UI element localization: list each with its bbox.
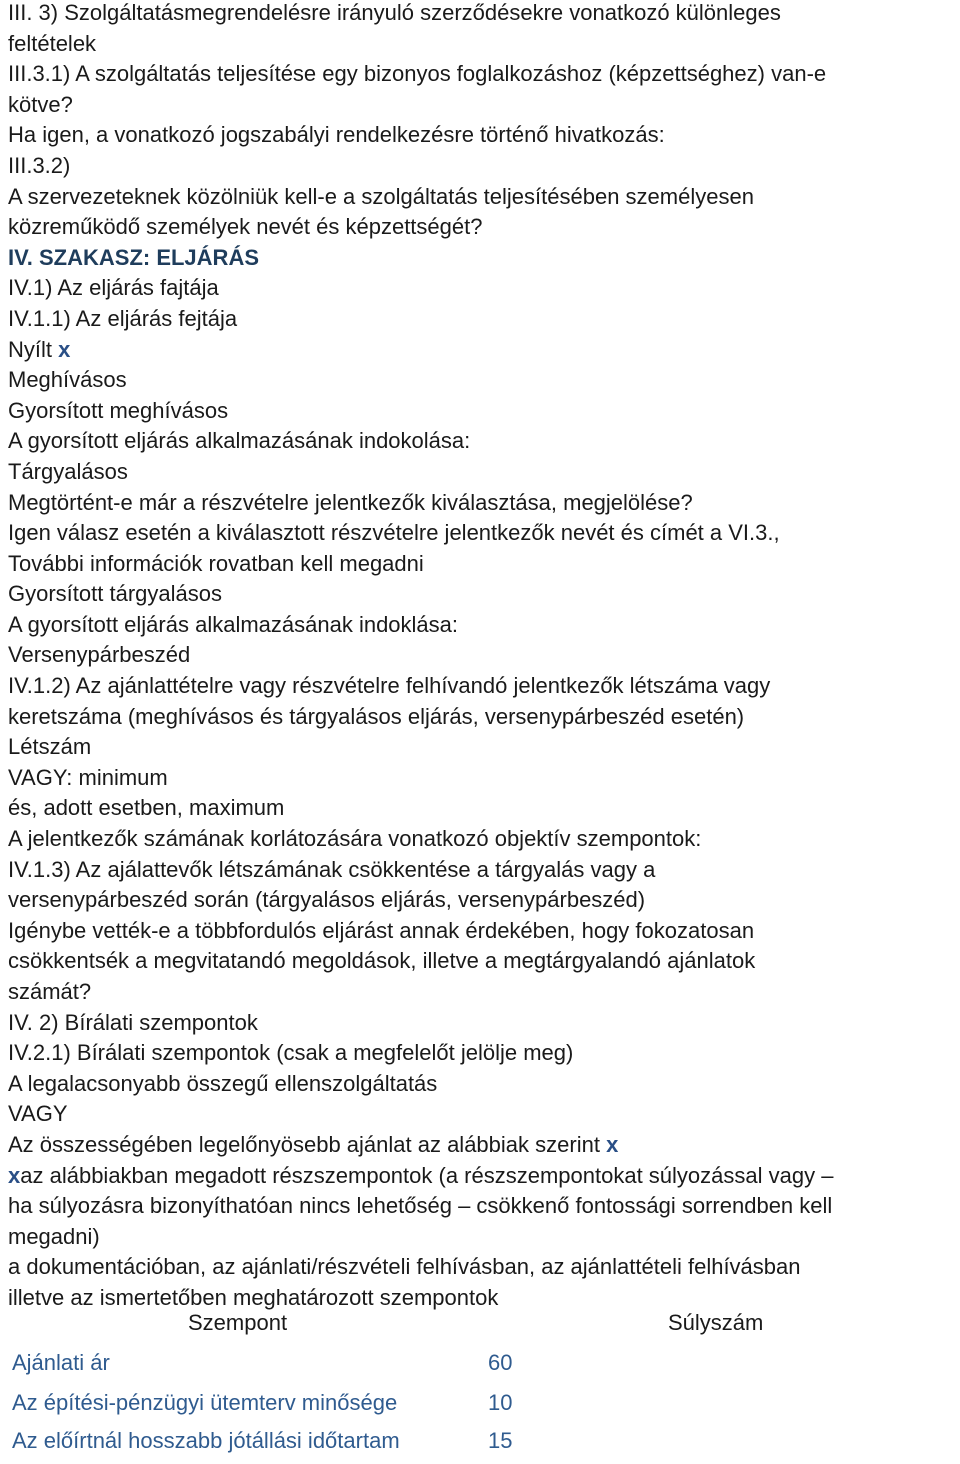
text-line: III. 3) Szolgáltatásmegrendelésre irányuló szerződésekre vonatkozó különleges: [8, 0, 781, 25]
text-line: illetve az ismertetőben meghatározott szempontok: [8, 1284, 499, 1310]
text-line: III.3.1) A szolgáltatás teljesítése egy bizonyos foglalkozáshoz (képzettséghez) van-e: [8, 61, 827, 87]
criterion-name: Az előírtnál hosszabb jótállási időtartam: [12, 1428, 400, 1453]
option-osszessegeben: [8, 1130, 952, 1161]
table-row: [0, 1386, 960, 1422]
text-line: A jelentkezők számának korlátozására vonatkozó objektív szempontok:: [8, 826, 702, 852]
text-line: Igénybe vették-e a többfordulós eljárást annak érdekében, hogy fokozatosan: [8, 917, 755, 943]
text-line: A szervezeteknek közölniük kell-e a szolgáltatás teljesítésében személyesen: [8, 183, 754, 209]
criteria-table-header: [0, 1308, 960, 1340]
text-line: A gyorsított eljárás alkalmazásának indoklása:: [8, 611, 459, 637]
option-label: Nyílt: [8, 336, 52, 362]
criterion-name: Az építési-pénzügyi ütemterv minősége: [12, 1390, 398, 1415]
text-line: Gyorsított meghívásos: [8, 397, 229, 423]
criterion-weight: 10: [488, 1390, 513, 1415]
text-line: Létszám: [8, 734, 92, 760]
text-line: IV.1.2) Az ajánlattételre vagy részvételre felhívandó jelentkezők létszáma vagy: [8, 673, 771, 699]
text-line: IV.1) Az eljárás fajtája: [8, 275, 219, 301]
text-line: Tárgyalásos: [8, 458, 128, 484]
criterion-weight: 60: [488, 1350, 513, 1375]
text-line: Versenypárbeszéd: [8, 642, 191, 668]
text-line: További információk rovatban kell megadni: [8, 550, 424, 576]
header-criterion: Szempont: [188, 1310, 288, 1335]
text-line: A gyorsított eljárás alkalmazásának indokolása:: [8, 428, 471, 454]
text-line: A legalacsonyabb összegű ellenszolgáltatás: [8, 1070, 438, 1096]
text-line: Meghívásos: [8, 367, 127, 393]
table-row: [0, 1346, 960, 1382]
option-alabbiakban: [8, 1161, 952, 1192]
table-row: [0, 1424, 960, 1460]
selected-mark: x: [606, 1131, 619, 1157]
text-line: IV. 2) Bírálati szempontok: [8, 1009, 258, 1035]
text-line: feltételek: [8, 30, 97, 56]
header-weight: Súlyszám: [668, 1310, 764, 1335]
text-line: versenypárbeszéd során (tárgyalásos eljárás, versenypárbeszéd): [8, 887, 646, 913]
criterion-name: Ajánlati ár: [12, 1350, 110, 1375]
option-label: Az összességében legelőnyösebb ajánlat az alábbiak szerint: [8, 1131, 600, 1157]
text-line: Megtörtént-e már a részvételre jelentkezők kiválasztása, megjelölése?: [8, 489, 693, 515]
option-nyilt: [8, 335, 952, 366]
text-line: számát?: [8, 979, 92, 1004]
text-line: IV.1.1) Az eljárás fejtája: [8, 305, 238, 331]
text-line: kötve?: [8, 91, 73, 117]
text-line: a dokumentációban, az ajánlati/részvételi felhívásban, az ajánlattételi felhívásban: [8, 1254, 801, 1280]
text-line: IV.1.3) Az ajálattevők létszámának csökkentése a tárgyalás vagy a: [8, 856, 656, 882]
text-line: VAGY: [8, 1101, 68, 1127]
selected-mark: x: [8, 1162, 21, 1188]
text-line: keretszáma (meghívásos és tárgyalásos eljárás, versenypárbeszéd esetén): [8, 703, 745, 729]
option-label: az alábbiakban megadott részszempontok (a részszempontokat súlyozással vagy –: [20, 1162, 834, 1188]
text-line: VAGY: minimum: [8, 764, 168, 790]
criterion-weight: 15: [488, 1428, 513, 1453]
text-line: IV.2.1) Bírálati szempontok (csak a megfelelőt jelölje meg): [8, 1040, 574, 1066]
text-line: Ha igen, a vonatkozó jogszabályi rendelkezésre történő hivatkozás:: [8, 122, 665, 148]
selected-mark: x: [58, 336, 71, 362]
section-heading: IV. SZAKASZ: ELJÁRÁS: [8, 244, 260, 270]
text-line: megadni): [8, 1223, 100, 1249]
text-line: közreműködő személyek nevét és képzettségét?: [8, 214, 483, 240]
text-line: III.3.2): [8, 152, 71, 178]
text-line: és, adott esetben, maximum: [8, 795, 285, 821]
text-line: Gyorsított tárgyalásos: [8, 581, 222, 607]
text-line: Igen válasz esetén a kiválasztott részvételre jelentkezők nevét és címét a VI.3.,: [8, 520, 780, 546]
text-line: csökkentsék a megvitatandó megoldások, illetve a megtárgyalandó ajánlatok: [8, 948, 756, 974]
text-line: ha súlyozásra bizonyíthatóan nincs lehetőség – csökkenő fontossági sorrendben kell: [8, 1193, 833, 1219]
